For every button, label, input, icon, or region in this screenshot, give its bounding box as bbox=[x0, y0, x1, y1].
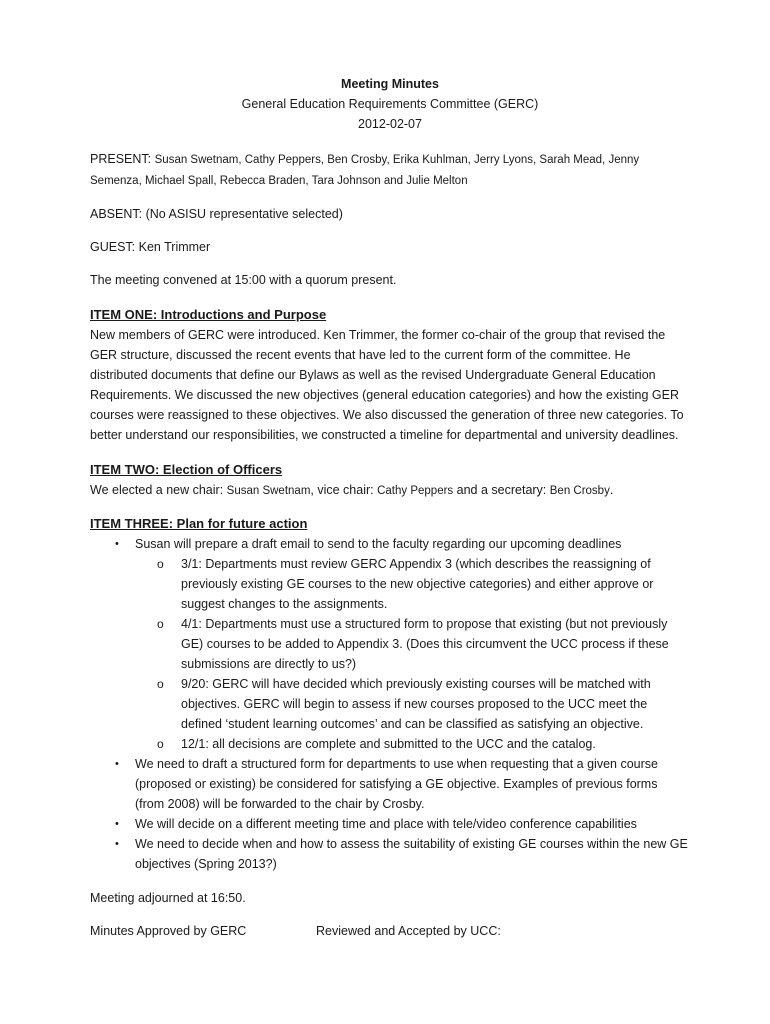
circle-bullet-icon: o bbox=[157, 617, 164, 631]
sub-item-text: 9/20: GERC will have decided which previously existing courses will be matched with objectives. GERC will begin to assess if new courses proposed to the UCC meet the defined ‘student learning outcomes’ and can be classified as satisfying an objective. bbox=[181, 677, 651, 731]
signoff-line bbox=[90, 921, 690, 941]
item-two-body bbox=[90, 480, 690, 501]
bullet-icon: • bbox=[115, 538, 119, 550]
list-item bbox=[90, 814, 690, 834]
reviewed-label: Reviewed and Accepted by UCC: bbox=[316, 924, 501, 938]
bullet-text: We will decide on a different meeting time and place with tele/video conference capabilities bbox=[135, 817, 637, 831]
action-list bbox=[90, 534, 690, 554]
meeting-date: 2012-02-07 bbox=[358, 117, 422, 131]
absent-line: ABSENT: (No ASISU representative selected) bbox=[90, 207, 343, 221]
sub-item-text: 12/1: all decisions are complete and submitted to the UCC and the catalog. bbox=[181, 737, 596, 751]
secretary-name: Ben Crosby bbox=[549, 485, 610, 497]
vice-chair-name: Cathy Peppers bbox=[377, 485, 454, 497]
sub-item-text: 4/1: Departments must use a structured form to propose that existing (but not previously GE) courses to be added to Appendix 3. (Does this circumvent the UCC process if these submissions are directly to us?) bbox=[181, 617, 669, 671]
item-three-heading: ITEM THREE: Plan for future action bbox=[90, 516, 308, 531]
convened-line: The meeting convened at 15:00 with a quorum present. bbox=[90, 273, 397, 287]
bullet-icon: • bbox=[115, 758, 119, 770]
item-two-text: and a secretary: bbox=[453, 483, 550, 497]
guest-line: GUEST: Ken Trimmer bbox=[90, 240, 211, 254]
adjourned-line: Meeting adjourned at 16:50. bbox=[90, 891, 246, 905]
bullet-text: Susan will prepare a draft email to send to the faculty regarding our upcoming deadlines bbox=[135, 537, 622, 551]
bullet-icon: • bbox=[115, 818, 119, 830]
sub-item-text: 3/1: Departments must review GERC Appendix 3 (which describes the reassigning of previously existing GE courses to the new objective categories) and either approve or suggest changes to the assignments. bbox=[181, 557, 654, 611]
deadline-sublist bbox=[90, 554, 690, 754]
circle-bullet-icon: o bbox=[157, 737, 164, 751]
action-list-continued bbox=[90, 754, 690, 874]
bullet-icon: • bbox=[115, 838, 119, 850]
sub-list-item bbox=[90, 554, 690, 614]
item-two-text: . bbox=[609, 483, 614, 497]
list-item bbox=[90, 834, 690, 874]
item-two-text: We elected a new chair: bbox=[90, 483, 227, 497]
sub-list-item bbox=[90, 614, 690, 674]
chair-name: Susan Swetnam bbox=[226, 485, 311, 497]
document-header bbox=[90, 74, 690, 134]
present-paragraph bbox=[90, 149, 690, 191]
list-item bbox=[90, 754, 690, 814]
item-two-text: , vice chair: bbox=[310, 483, 378, 497]
list-item bbox=[90, 534, 690, 554]
sub-list-item bbox=[90, 674, 690, 734]
minutes-page bbox=[90, 74, 690, 941]
present-label: PRESENT: bbox=[90, 152, 152, 166]
approved-label: Minutes Approved by GERC bbox=[90, 924, 247, 938]
committee-name: General Education Requirements Committee (GERC) bbox=[241, 97, 539, 111]
item-one-body: New members of GERC were introduced. Ken Trimmer, the former co-chair of the group that revised the GER structure, discussed the recent events that have led to the current form of the committee. He distributed documents that define our Bylaws as well as the revised Undergraduate General Education Requirements. We discussed the new objectives (general education categories) and how the existing GER courses were reassigned to these objectives. We also discussed the generation of three new categories. To better understand our responsibilities, we constructed a timeline for departmental and university deadlines. bbox=[90, 328, 684, 442]
item-one-heading: ITEM ONE: Introductions and Purpose bbox=[90, 307, 327, 322]
present-names: Susan Swetnam, Cathy Peppers, Ben Crosby, Erika Kuhlman, Jerry Lyons, Sarah Mead, Jenny Semenza, Michael Spall, Rebecca Braden, Tara Johnson and Julie Melton bbox=[90, 154, 640, 187]
circle-bullet-icon: o bbox=[157, 557, 164, 571]
item-two-heading: ITEM TWO: Election of Officers bbox=[90, 462, 283, 477]
sub-list-item bbox=[90, 734, 690, 754]
document-title: Meeting Minutes bbox=[341, 77, 439, 91]
bullet-text: We need to draft a structured form for departments to use when requesting that a given course (proposed or existing) be considered for satisfying a GE objective. Examples of previous forms (from 2008) will be forwarded to the chair by Crosby. bbox=[135, 757, 658, 811]
bullet-text: We need to decide when and how to assess the suitability of existing GE courses within the new GE objectives (Spring 2013?) bbox=[135, 837, 688, 871]
circle-bullet-icon: o bbox=[157, 677, 164, 691]
